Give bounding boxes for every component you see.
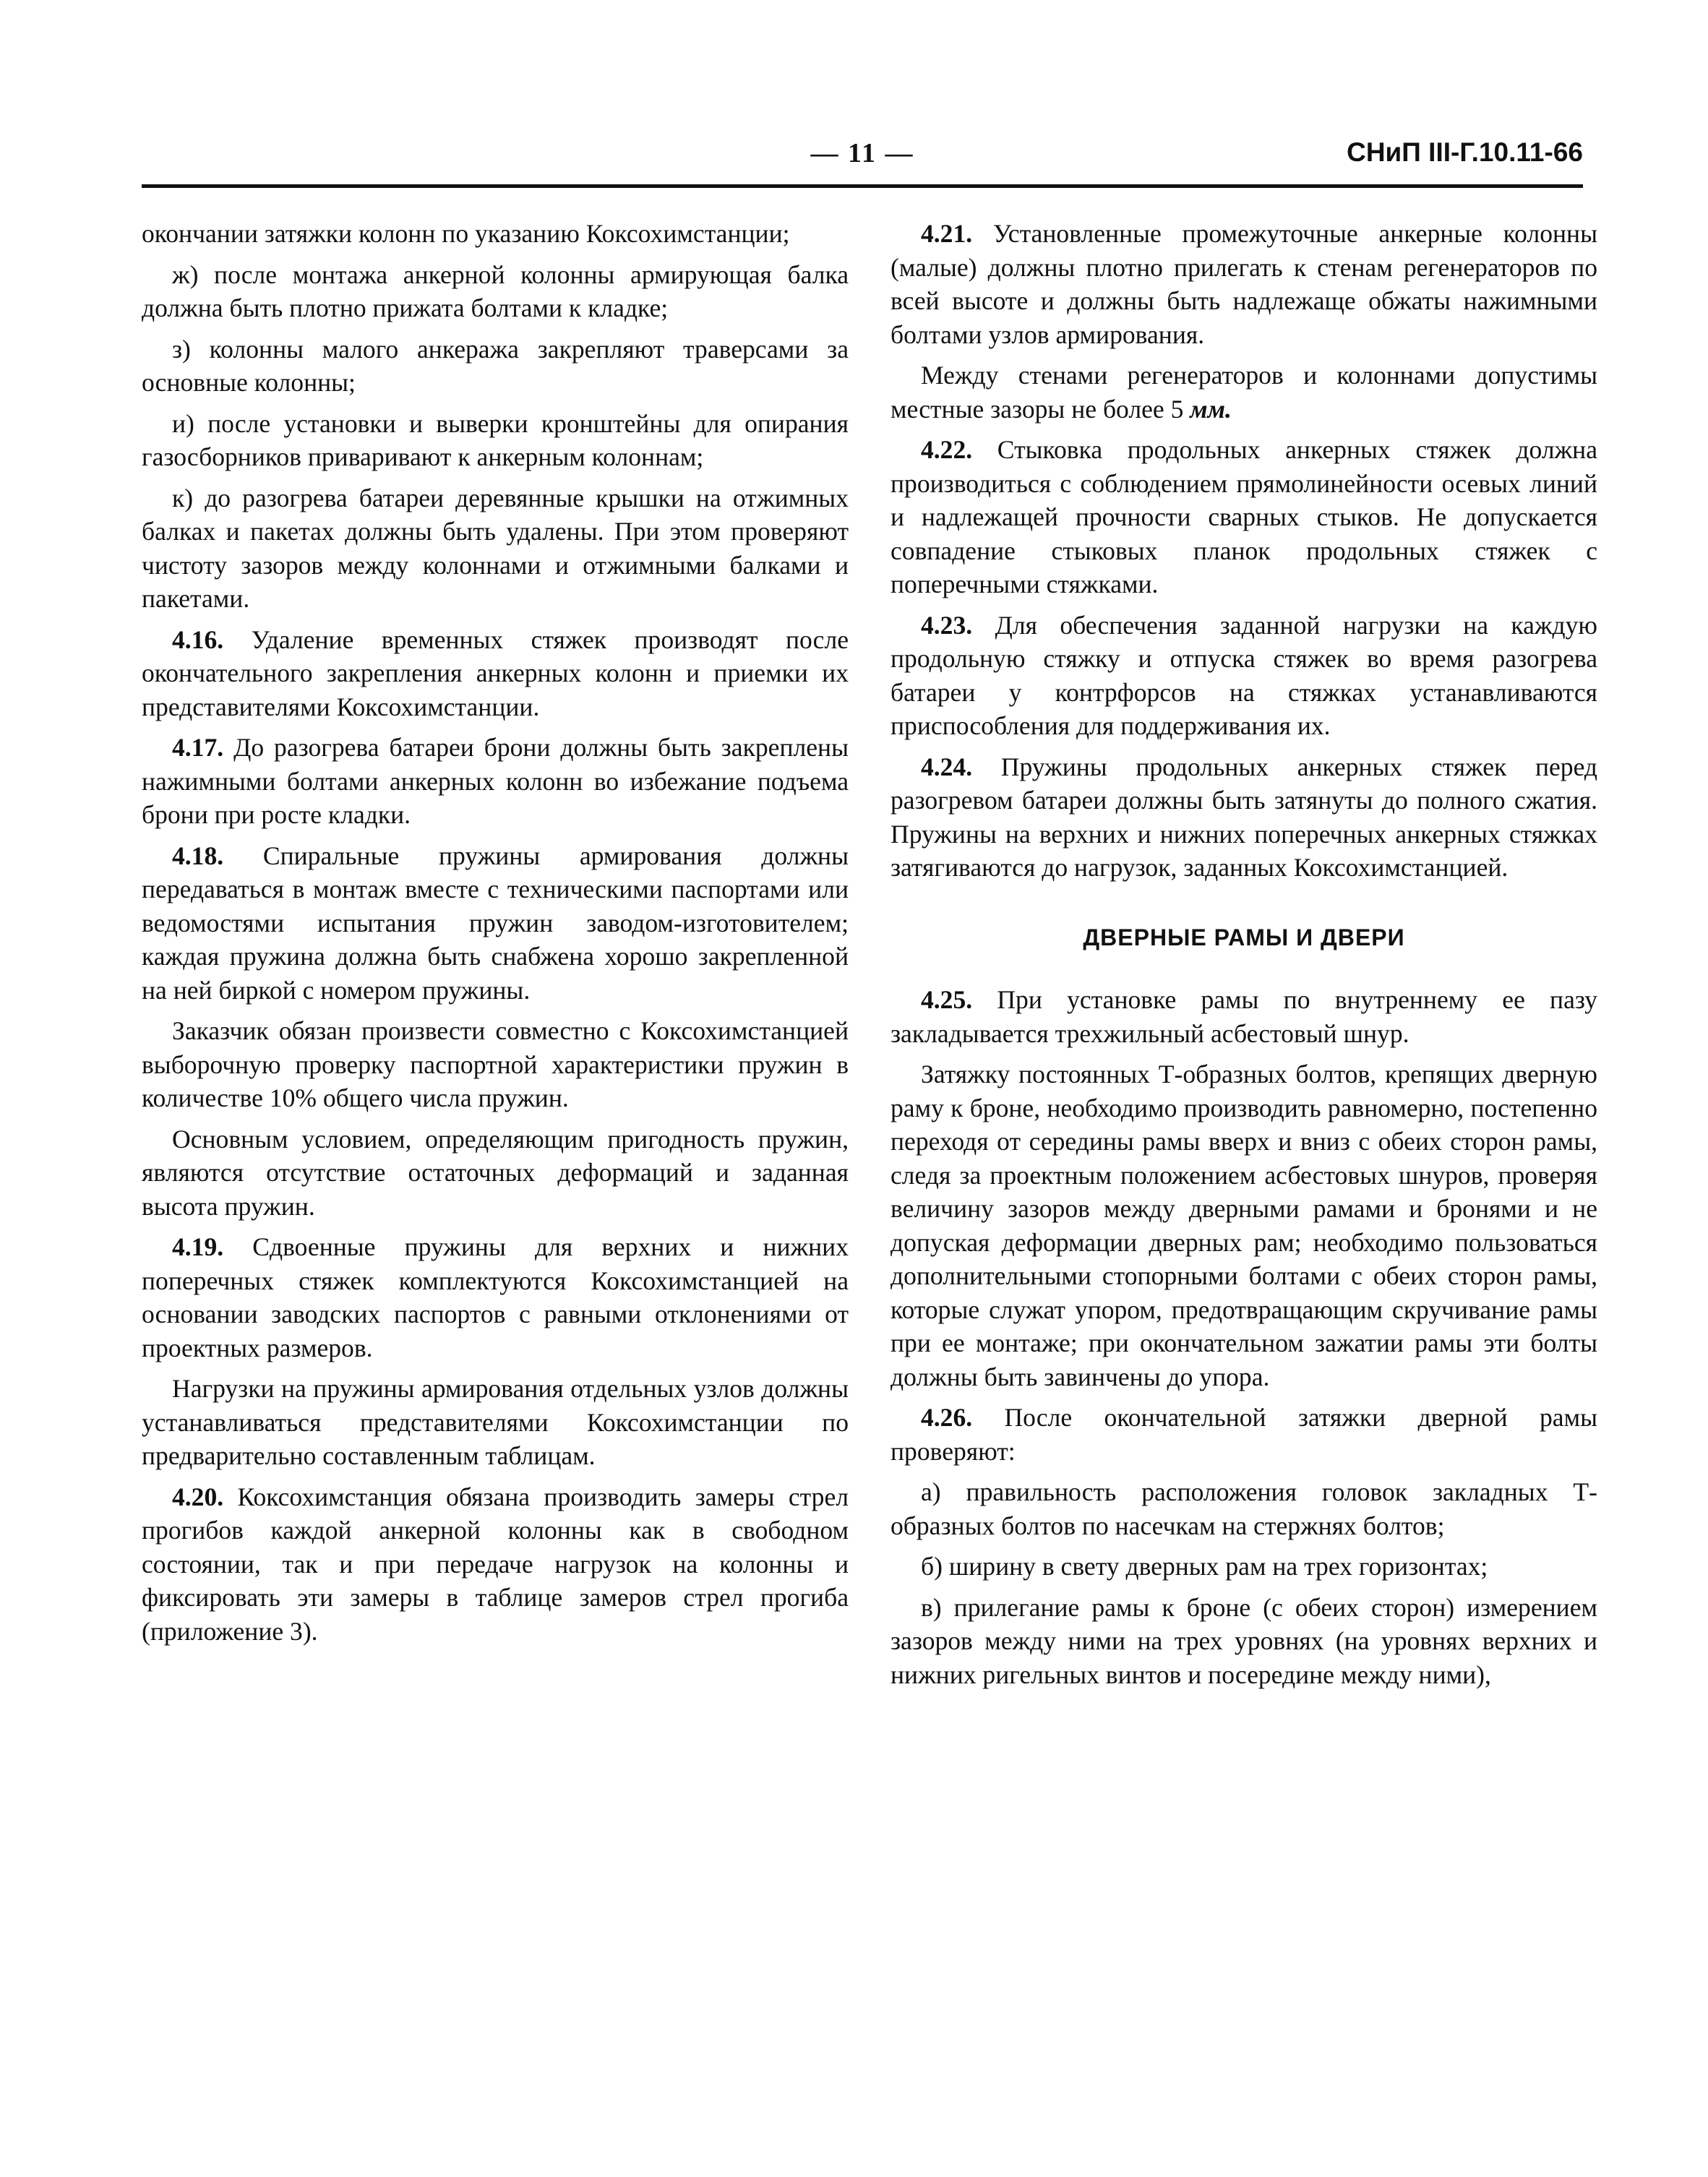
left-column bbox=[142, 217, 849, 1655]
paragraph-text: Стыковка продольных анкерных стяжек должна производиться с соблюдением прямолинейности осевых линий и надлежащей прочности сварных стыков. Не допускается совпадение стыковых планок продольных стяжек с поперечными стяжками. bbox=[891, 435, 1597, 598]
paragraph bbox=[891, 217, 1597, 351]
right-column-top bbox=[891, 217, 1597, 885]
paragraph bbox=[891, 1475, 1597, 1542]
paragraph-text: и) после установки и выверки кронштейны для опирания газосборников приваривают к анкерным колоннам; bbox=[142, 408, 849, 471]
page-number: — 11 — bbox=[810, 138, 914, 168]
paragraph bbox=[142, 1014, 849, 1115]
paragraph-text: После окончательной затяжки дверной рамы проверяют: bbox=[891, 1403, 1597, 1466]
page-header bbox=[142, 137, 1583, 181]
paragraph bbox=[142, 1372, 849, 1473]
paragraph bbox=[891, 1401, 1597, 1468]
paragraph-text: к) до разогрева батареи деревянные крышки на отжимных балках и пакетах должны быть удалены. При этом проверяют чистоту зазоров между колоннами и отжимными балками и пакетами. bbox=[142, 483, 849, 613]
document-code: СНиП III-Г.10.11-66 bbox=[1347, 137, 1583, 167]
clause-number: 4.23. bbox=[921, 610, 973, 640]
paragraph-text: Основным условием, определяющим пригодность пружин, являются отсутствие остаточных деформаций и заданная высота пружин. bbox=[142, 1124, 849, 1221]
clause-number: 4.19. bbox=[172, 1232, 224, 1261]
right-column bbox=[891, 217, 1597, 1699]
paragraph bbox=[142, 258, 849, 325]
paragraph-text: Затяжку постоянных Т-образных болтов, крепящих дверную раму к броне, необходимо производить равномерно, постепенно переходя от середины рамы вверх и вниз с обеих сторон рамы, следя за проектным положением асбестовых шнуров, проверяя величину зазоров между дверными рамами и бронями и не допуская деформации дверных рам; необходимо пользоваться дополнительными стопорными болтами с обеих сторон рамы, которые служат упором, предотвращающим скручивание рамы при ее монтаже; при окончательном зажатии рамы эти болты должны быть завинчены до упора. bbox=[891, 1060, 1597, 1391]
paragraph-text: Спиральные пружины армирования должны передаваться в монтаж вместе с техническими паспортами или ведомостями испытания пружин заводом-изготовителем; каждая пружина должна быть снабжена хорошо закрепленной на ней биркой с номером пружины. bbox=[142, 841, 849, 1005]
paragraph-text: Сдвоенные пружины для верхних и нижних поперечных стяжек комплектуются Коксохимстанцией на основании заводских паспортов с равными отклонениями от проектных размеров. bbox=[142, 1232, 849, 1362]
paragraph-text: Установленные промежуточные анкерные колонны (малые) должны плотно прилегать к стенам регенераторов по всей высоте и должны быть надлежаще обжаты нажимными болтами узлов армирования. bbox=[891, 219, 1597, 349]
clause-number: 4.22. bbox=[921, 435, 973, 464]
clause-number: 4.17. bbox=[172, 733, 224, 762]
paragraph bbox=[142, 731, 849, 832]
paragraph bbox=[142, 407, 849, 474]
paragraph-text: а) правильность расположения головок закладных Т-образных болтов по насечкам на стержнях болтов; bbox=[891, 1477, 1597, 1540]
paragraph bbox=[142, 839, 849, 1008]
paragraph bbox=[142, 1480, 849, 1649]
paragraph-text: Для обеспечения заданной нагрузки на каждую продольную стяжку и отпуска стяжек во время разогрева батареи у контрфорсов на стяжках устанавливаются приспособления для поддерживания их. bbox=[891, 610, 1597, 740]
paragraph-text: Заказчик обязан произвести совместно с Коксохимстанцией выборочную проверку паспортной характеристики пружин в количестве 10% общего числа пружин. bbox=[142, 1016, 849, 1112]
paragraph-text: Пружины продольных анкерных стяжек перед разогревом батареи должны быть затянуты до полного сжатия. Пружины на верхних и нижних поперечных анкерных стяжках затягиваются до нагрузок, заданных Коксохимстанцией. bbox=[891, 752, 1597, 882]
clause-number: 4.25. bbox=[921, 985, 973, 1014]
clause-number: 4.26. bbox=[921, 1403, 973, 1432]
paragraph bbox=[891, 750, 1597, 885]
section-title: ДВЕРНЫЕ РАМЫ И ДВЕРИ bbox=[1083, 924, 1405, 950]
paragraph bbox=[142, 481, 849, 616]
paragraph bbox=[891, 983, 1597, 1050]
paragraph-text: Удаление временных стяжек производят после окончательного закрепления анкерных колонн и приемки их представителями Коксохимстанции. bbox=[142, 624, 849, 721]
paragraph-text: Нагрузки на пружины армирования отдельных узлов должны устанавливаться представителями Коксохимстанции по предварительно составленным таблицам. bbox=[142, 1374, 849, 1470]
paragraph bbox=[142, 332, 849, 400]
paragraph-text: б) ширину в свету дверных рам на трех горизонтах; bbox=[921, 1552, 1488, 1581]
paragraph-text: окончании затяжки колонн по указанию Коксохимстанции; bbox=[142, 219, 790, 248]
clause-number: 4.18. bbox=[172, 841, 224, 870]
paragraph bbox=[142, 217, 849, 251]
paragraph bbox=[891, 433, 1597, 601]
paragraph bbox=[891, 609, 1597, 743]
clause-number: 4.24. bbox=[921, 752, 973, 781]
clause-number: 4.21. bbox=[921, 219, 973, 248]
paragraph bbox=[142, 623, 849, 724]
header-rule bbox=[142, 184, 1583, 188]
right-column-bottom bbox=[891, 983, 1597, 1691]
paragraph-text: При установке рамы по внутреннему ее пазу закладывается трехжильный асбестовый шнур. bbox=[891, 985, 1597, 1048]
paragraph-text: в) прилегание рамы к броне (с обеих сторон) измерением зазоров между ними на трех уровнях (на уровнях верхних и нижних ригельных винтов и посередине между ними), bbox=[891, 1592, 1597, 1689]
clause-number: 4.20. bbox=[172, 1482, 224, 1511]
paragraph bbox=[142, 1230, 849, 1365]
paragraph-text: Между стенами регенераторов и колоннами допустимы местные зазоры не более 5 bbox=[891, 361, 1597, 424]
paragraph bbox=[142, 1122, 849, 1224]
paragraph bbox=[891, 1591, 1597, 1692]
paragraph bbox=[891, 1057, 1597, 1394]
clause-number: 4.16. bbox=[172, 624, 224, 654]
unit-text: мм. bbox=[1190, 394, 1232, 424]
paragraph-text: До разогрева батареи брони должны быть закреплены нажимными болтами анкерных колонн во избежание подъема брони при росте кладки. bbox=[142, 733, 849, 829]
paragraph bbox=[891, 1550, 1597, 1584]
paragraph-text: з) колонны малого анкеража закрепляют траверсами за основные колонны; bbox=[142, 334, 849, 397]
paragraph bbox=[891, 358, 1597, 426]
paragraph-text: ж) после монтажа анкерной колонны армирующая балка должна быть плотно прижата болтами к кладке; bbox=[142, 259, 849, 322]
paragraph-text: Коксохимстанция обязана производить замеры стрел прогибов каждой анкерной колонны как в свободном состоянии, так и при передаче нагрузок на колонны и фиксировать эти замеры в таблице замеров стрел прогиба (приложение 3). bbox=[142, 1482, 849, 1646]
